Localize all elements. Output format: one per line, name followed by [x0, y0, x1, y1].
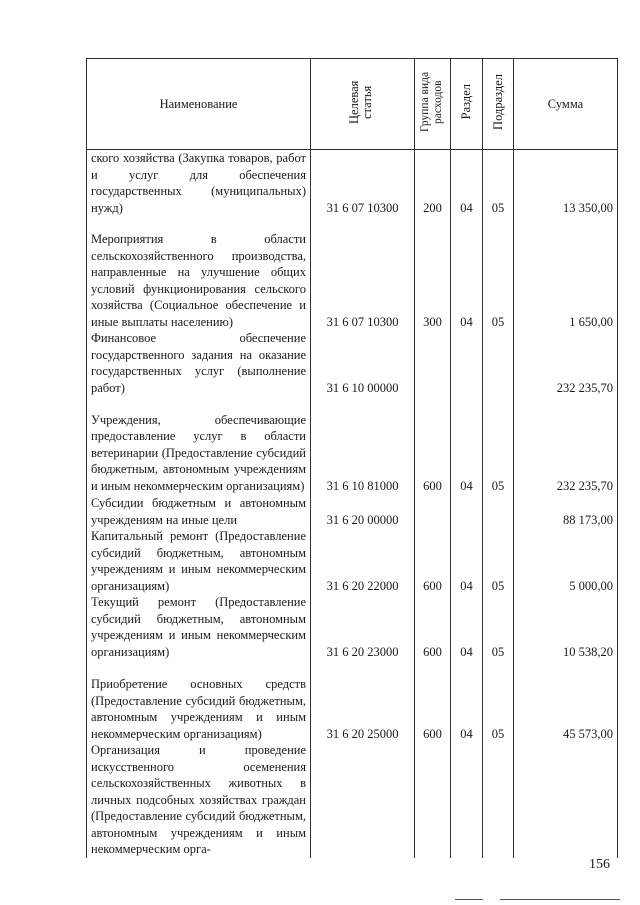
cell-sum: 5 000,00: [514, 528, 618, 594]
table-row: [87, 216, 618, 330]
cell-name: Учреждения, обеспечивающие предоставление услуг в области ветеринарии (Предоставление субсидий бюджетным, автономным учреждениям и иным некоммерческим организациям): [87, 396, 311, 494]
cell-group: 600: [415, 660, 451, 742]
cell-section: 04: [451, 660, 483, 742]
table-row: [87, 330, 618, 396]
header-group: Группа вида расходов: [415, 59, 451, 150]
header-section: Раздел: [451, 59, 483, 150]
table-row: [87, 494, 618, 528]
cell-section: [451, 494, 483, 528]
cell-subsection: [483, 494, 514, 528]
cell-subsection: 05: [483, 216, 514, 330]
cell-target: 31 6 10 81000: [311, 396, 415, 494]
cell-name: Организация и проведение искусственного осеменения сельскохозяйственных животных в личных подсобных хозяйствах граждан (Предоставление субсидий бюджетным, автономным учреждениям и иным некоммерческим орга-: [87, 742, 311, 858]
cell-sum: 232 235,70: [514, 396, 618, 494]
cell-section: 04: [451, 396, 483, 494]
cell-sum: 45 573,00: [514, 660, 618, 742]
table-row: [87, 742, 618, 858]
cell-sum: 88 173,00: [514, 494, 618, 528]
cell-group: [415, 494, 451, 528]
cell-target: 31 6 07 10300: [311, 216, 415, 330]
cell-target: 31 6 10 00000: [311, 330, 415, 396]
cell-name: Капитальный ремонт (Предоставление субсидий бюджетным, автономным учреждениям и иным некоммерческим организациям): [87, 528, 311, 594]
cell-subsection: 05: [483, 528, 514, 594]
header-subsection: Подраздел: [483, 59, 514, 150]
cell-sum: 1 650,00: [514, 216, 618, 330]
cell-target: 31 6 20 00000: [311, 494, 415, 528]
cell-sum: 13 350,00: [514, 150, 618, 217]
cell-group: 200: [415, 150, 451, 217]
table-row: [87, 594, 618, 660]
cell-subsection: 05: [483, 660, 514, 742]
cell-target: [311, 742, 415, 858]
header-sum: Сумма: [514, 59, 618, 150]
footer-rule-long: [500, 899, 620, 900]
cell-sum: 232 235,70: [514, 330, 618, 396]
header-name: Наименование: [87, 59, 311, 150]
cell-sum: [514, 742, 618, 858]
budget-table: [86, 58, 618, 858]
cell-subsection: 05: [483, 396, 514, 494]
table-row: [87, 396, 618, 494]
cell-target: 31 6 20 22000: [311, 528, 415, 594]
page-number: 156: [589, 857, 610, 872]
cell-section: 04: [451, 216, 483, 330]
cell-group: [415, 330, 451, 396]
cell-target: 31 6 20 25000: [311, 660, 415, 742]
cell-group: 600: [415, 528, 451, 594]
cell-section: [451, 742, 483, 858]
cell-subsection: [483, 330, 514, 396]
cell-section: 04: [451, 594, 483, 660]
cell-subsection: 05: [483, 150, 514, 217]
table-row: [87, 528, 618, 594]
cell-target: 31 6 20 23000: [311, 594, 415, 660]
cell-section: 04: [451, 528, 483, 594]
cell-group: 300: [415, 216, 451, 330]
table-row: [87, 150, 618, 217]
cell-name: Субсидии бюджетным и автономным учреждениям на иные цели: [87, 494, 311, 528]
cell-sum: 10 538,20: [514, 594, 618, 660]
cell-section: [451, 330, 483, 396]
cell-name: Финансовое обеспечение государственного задания на оказание государственных услуг (выполнение работ): [87, 330, 311, 396]
table-header-row: [87, 59, 618, 150]
cell-target: 31 6 07 10300: [311, 150, 415, 217]
table-row: [87, 660, 618, 742]
cell-subsection: 05: [483, 594, 514, 660]
cell-name: Текущий ремонт (Предоставление субсидий бюджетным, автономным учреждениям и иным некоммерческим организациям): [87, 594, 311, 660]
cell-group: 600: [415, 396, 451, 494]
cell-section: 04: [451, 150, 483, 217]
cell-name: ского хозяйства (Закупка товаров, работ и услуг для обеспечения государственных (муниципальных) нужд): [87, 150, 311, 217]
header-target: Целевая статья: [311, 59, 415, 150]
cell-group: 600: [415, 594, 451, 660]
cell-name: Мероприятия в области сельскохозяйственного производства, направленные на улучшение общих условий функционирования сельского хозяйства (Социальное обеспечение и иные выплаты населению): [87, 216, 311, 330]
footer-rule-short: [455, 899, 483, 900]
cell-group: [415, 742, 451, 858]
cell-subsection: [483, 742, 514, 858]
cell-name: Приобретение основных средств (Предоставление субсидий бюджетным, автономным учреждениям и иным некоммерческим организациям): [87, 660, 311, 742]
